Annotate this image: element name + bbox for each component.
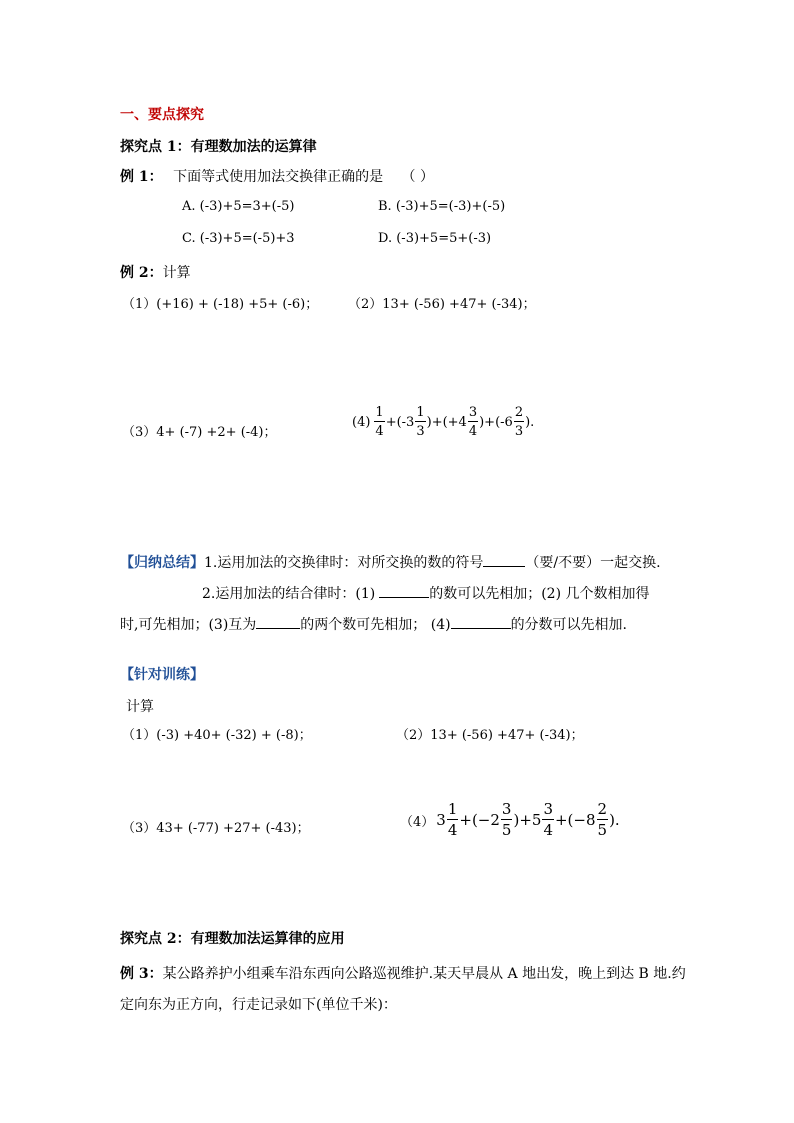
point2-title: 探究点 2：有理数加法运算律的应用 xyxy=(120,931,345,947)
example3-line2: 定向东为正方向，行走记录如下(单位千米)： xyxy=(120,997,397,1013)
fraction: $\frac{2}{3}$ xyxy=(514,405,524,439)
practice-tag: 【针对训练】 xyxy=(120,667,204,683)
example2-item1: （1）(+16) + (-18) +5+ (-6)； xyxy=(122,297,319,312)
example1-text: 下面等式使用加法交换律正确的是 xyxy=(173,169,384,185)
example2-item2: （2）13+ (-56) +47+ (-34)； xyxy=(348,297,536,312)
option-b: B. (-3)+5=(-3)+(-5) xyxy=(378,199,506,214)
option-a: A. (-3)+5=3+(-5) xyxy=(182,199,295,214)
point1-title: 探究点 1：有理数加法的运算律 xyxy=(120,139,317,155)
fill-blank[interactable] xyxy=(379,583,429,598)
example2-item3: （3）4+ (-7) +2+ (-4)； xyxy=(122,425,277,440)
fraction: $\frac{2}{5}$ xyxy=(597,800,608,839)
fraction: $\frac{1}{3}$ xyxy=(416,405,425,439)
example2-header xyxy=(120,262,191,282)
example1-answer-paren: （ ） xyxy=(401,169,434,185)
example1-question xyxy=(120,166,434,186)
fraction: $\frac{3}{4}$ xyxy=(543,800,553,839)
practice-item3: （3）43+ (-77) +27+ (-43)； xyxy=(122,821,310,836)
summary-line2: 2.运用加法的结合律时：(1) 的数可以先相加；(2) 几个数相加得 xyxy=(202,583,649,603)
practice-item4-prefix: （4） xyxy=(400,814,435,830)
section-heading: 一、要点探究 xyxy=(120,107,204,123)
practice-item4: （4） 3 $\frac{1}{4}$ +(−2 $\frac{3}{5}$ )+5 $\frac{3}{4}$ +(−8 $\frac{2}{5}$ ). xyxy=(400,800,620,839)
summary-line1: 【归纳总结】1.运用加法的交换律时：对所交换的数的符号 （要/不要）一起交换. xyxy=(120,552,661,572)
option-d: D. (-3)+5=5+(-3) xyxy=(378,231,492,246)
option-c: C. (-3)+5=(-5)+3 xyxy=(182,231,295,246)
summary-line3: 时,可先相加；(3)互为 的两个数可先相加； (4) 的分数可以先相加. xyxy=(120,614,627,634)
practice-instruction: 计算 xyxy=(126,699,154,715)
fraction: $\frac{3}{4}$ xyxy=(468,405,478,439)
fraction: $\frac{1}{4}$ xyxy=(375,405,384,439)
fill-blank[interactable] xyxy=(451,614,511,629)
fill-blank[interactable] xyxy=(256,614,300,629)
example2-item4: (4) $\frac{1}{4}$ +(-3 $\frac{1}{3}$ )+(+4 $\frac{3}{4}$ )+(-6 $\frac{2}{3}$ ). xyxy=(352,405,535,439)
item4-prefix: (4) xyxy=(352,414,371,430)
example3-label: 例 3： xyxy=(120,966,163,982)
practice-item2: （2）13+ (-56) +47+ (-34)； xyxy=(396,728,584,743)
practice-item1: （1）(-3) +40+ (-32) + (-8)； xyxy=(122,728,312,743)
fraction: $\frac{1}{4}$ xyxy=(447,800,458,839)
example1-label: 例 1： xyxy=(120,169,163,185)
example2-instruction: 计算 xyxy=(162,265,191,281)
fraction: $\frac{3}{5}$ xyxy=(501,800,512,839)
example2-label: 例 2： xyxy=(120,265,163,281)
fill-blank[interactable] xyxy=(483,552,525,567)
summary-tag: 【归纳总结】 xyxy=(120,555,204,571)
example3-line1: 例 3：某公路养护小组乘车沿东西向公路巡视维护.某天早晨从 A 地出发，晚上到达 B 地.约 xyxy=(120,966,686,982)
